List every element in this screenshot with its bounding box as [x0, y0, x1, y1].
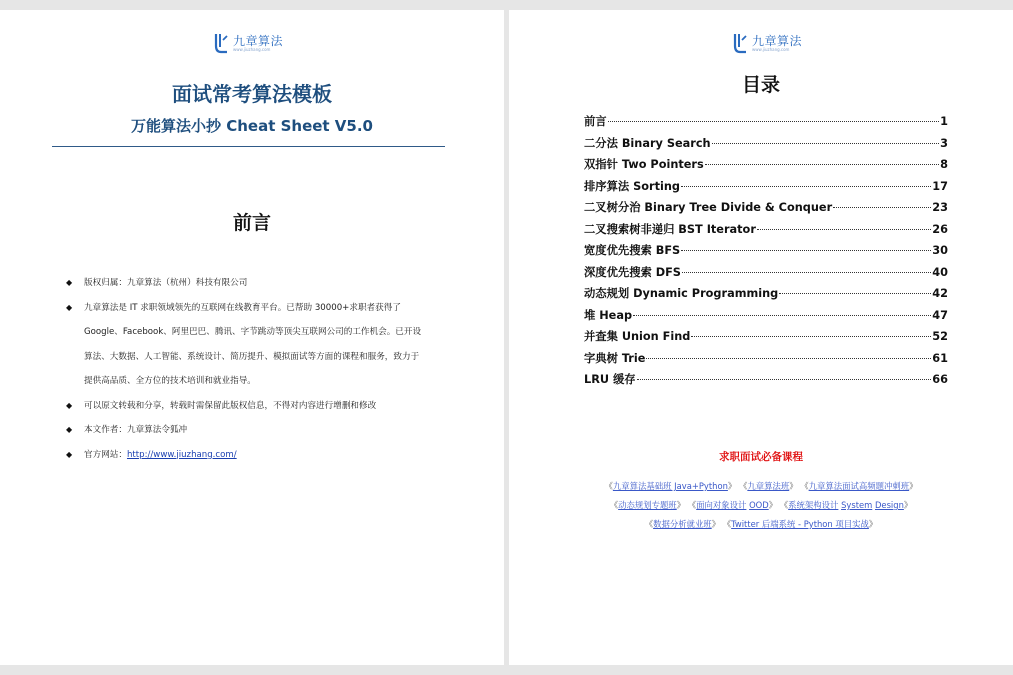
title-divider [52, 146, 445, 147]
course-link-interview-sprint[interactable]: 九章算法面试高频题冲刺班 [808, 481, 910, 491]
website-link[interactable]: http://www.jiuzhang.com/ [126, 449, 237, 460]
toc-item-page: 17 [932, 179, 948, 193]
toc-item-page: 52 [932, 330, 948, 343]
course-link-algorithm-basics[interactable]: 九章算法基础班 Java+Python [612, 481, 728, 491]
dot-leader [633, 315, 931, 316]
dot-leader [637, 379, 932, 380]
brand-name: 九章算法 [233, 33, 284, 48]
toc-item-label: 前言 [584, 115, 607, 128]
course-link-system[interactable]: System [841, 500, 873, 510]
course-links [509, 477, 1013, 534]
dot-leader [691, 336, 931, 337]
toc-item-label: 二叉搜索树非递归 BST Iterator [584, 222, 756, 236]
toc-item-page: 8 [940, 158, 948, 171]
list-item-intro [66, 296, 446, 394]
toc-item[interactable] [584, 350, 948, 372]
dot-leader [712, 143, 940, 144]
intro-line-4: 提供高品质、全方位的技术培训和就业指导。 [84, 376, 256, 386]
toc-item-label: LRU 缓存 [584, 373, 636, 386]
toc-item-label: 堆 Heap [584, 308, 633, 322]
preface-heading: 前言 [232, 212, 271, 234]
dot-leader [646, 358, 931, 359]
document-subtitle: 万能算法小抄 Cheat Sheet V5.0 [130, 117, 373, 135]
dot-leader [833, 207, 931, 208]
intro-line-2: Google、Facebook、阿里巴巴、腾讯、字节跳动等顶尖互联网公司的工作机会。已开设 [84, 327, 422, 337]
toc-item[interactable] [584, 371, 948, 393]
toc-item-label: 并查集 Union Find [584, 330, 691, 343]
toc-item-page: 30 [932, 244, 948, 257]
toc-heading: 目录 [741, 74, 780, 96]
toc-item[interactable] [584, 113, 948, 135]
list-item-share: ◆ 可以原文转载和分享，转载时需保留此版权信息，不得对内容进行增删和修改 [66, 394, 446, 419]
toc-item[interactable] [584, 178, 948, 200]
toc-item-page: 61 [932, 351, 948, 365]
toc-item[interactable] [584, 285, 948, 307]
toc-item[interactable] [584, 242, 948, 264]
course-link-system-architecture[interactable]: 系统架构设计 [788, 500, 839, 510]
toc-item-label: 深度优先搜索 DFS [584, 265, 681, 279]
list-item-author: ◆ 本文作者：九章算法令狐冲 [66, 418, 446, 443]
course-line-2: 《动态规划专题班》 《面向对象设计 OOD》 《系统架构设计 System Design》 [609, 500, 913, 510]
toc-item[interactable] [584, 199, 948, 221]
toc-item[interactable] [584, 307, 948, 329]
toc-item[interactable] [584, 221, 948, 243]
preface-bullet-list [66, 271, 446, 467]
dot-leader [757, 229, 931, 230]
jiuzhang-logo-icon [732, 32, 748, 54]
toc-item-label: 二分法 Binary Search [584, 136, 711, 150]
intro-line-3: 算法、大数据、人工智能、系统设计、简历提升、模拟面试等方面的课程和服务，致力于 [84, 351, 420, 362]
toc-item-label: 排序算法 Sorting [584, 179, 680, 193]
toc-item[interactable] [584, 264, 948, 286]
course-link-design[interactable]: Design [874, 500, 904, 510]
dot-leader [608, 121, 940, 122]
course-line-1: 《九章算法基础班 Java+Python》 《九章算法班》 《九章算法面试高频题冲刺班》 [604, 481, 918, 491]
toc-item-page: 42 [932, 287, 948, 300]
toc-item-label: 双指针 Two Pointers [584, 158, 704, 171]
toc-item-page: 47 [932, 308, 948, 322]
document-page-right [509, 10, 1013, 665]
list-item-website [66, 443, 446, 468]
toc-item-page: 66 [932, 373, 948, 386]
dot-leader [705, 164, 939, 165]
toc-item-page: 23 [932, 201, 948, 214]
toc-item-page: 3 [940, 136, 948, 150]
jiuzhang-logo-icon [213, 32, 229, 54]
intro-line-1: 九章算法是 IT 求职领域领先的互联网在线教育平台。已帮助 30000+求职者获得了 [84, 302, 401, 313]
course-line-3: 《数据分析就业班》 《Twitter 后端系统 - Python 项目实战》 [644, 519, 878, 529]
toc-item-label: 字典树 Trie [584, 351, 646, 365]
toc-item-page: 26 [932, 222, 948, 236]
brand-name: 九章算法 [752, 33, 803, 48]
course-link-oop-design[interactable]: 面向对象设计 [696, 500, 747, 510]
course-link-data-analysis[interactable]: 数据分析就业班 [653, 519, 712, 529]
table-of-contents [584, 113, 948, 393]
brand-url: www.jiuzhang.com [233, 46, 271, 52]
dot-leader [682, 272, 931, 273]
toc-item[interactable] [584, 156, 948, 178]
course-link-twitter-backend[interactable]: Twitter 后端系统 - Python 项目实战 [731, 519, 869, 529]
toc-item-label: 二叉树分治 Binary Tree Divide & Conquer [584, 201, 833, 214]
course-link-dynamic-programming[interactable]: 动态规划专题班 [618, 500, 677, 510]
brand-logo [213, 32, 283, 54]
brand-logo [732, 32, 802, 54]
toc-item[interactable] [584, 135, 948, 157]
dot-leader [681, 250, 931, 251]
toc-item-page: 1 [940, 115, 948, 128]
dot-leader [779, 293, 931, 294]
dot-leader [681, 186, 931, 187]
document-title: 面试常考算法模板 [172, 82, 332, 106]
brand-url: www.jiuzhang.com [752, 46, 790, 52]
toc-item-label: 动态规划 Dynamic Programming [584, 287, 779, 300]
list-item-copyright: ◆ 版权归属：九章算法（杭州）科技有限公司 [66, 271, 446, 296]
toc-item[interactable] [584, 328, 948, 350]
course-link-ood[interactable]: OOD [749, 500, 769, 510]
toc-item-page: 40 [932, 265, 948, 279]
toc-item-label: 宽度优先搜索 BFS [584, 244, 681, 257]
document-page-left [0, 10, 504, 665]
course-link-algorithm[interactable]: 九章算法班 [747, 481, 790, 491]
website-label: 官方网站： [84, 449, 127, 460]
courses-heading: 求职面试必备课程 [719, 451, 803, 463]
